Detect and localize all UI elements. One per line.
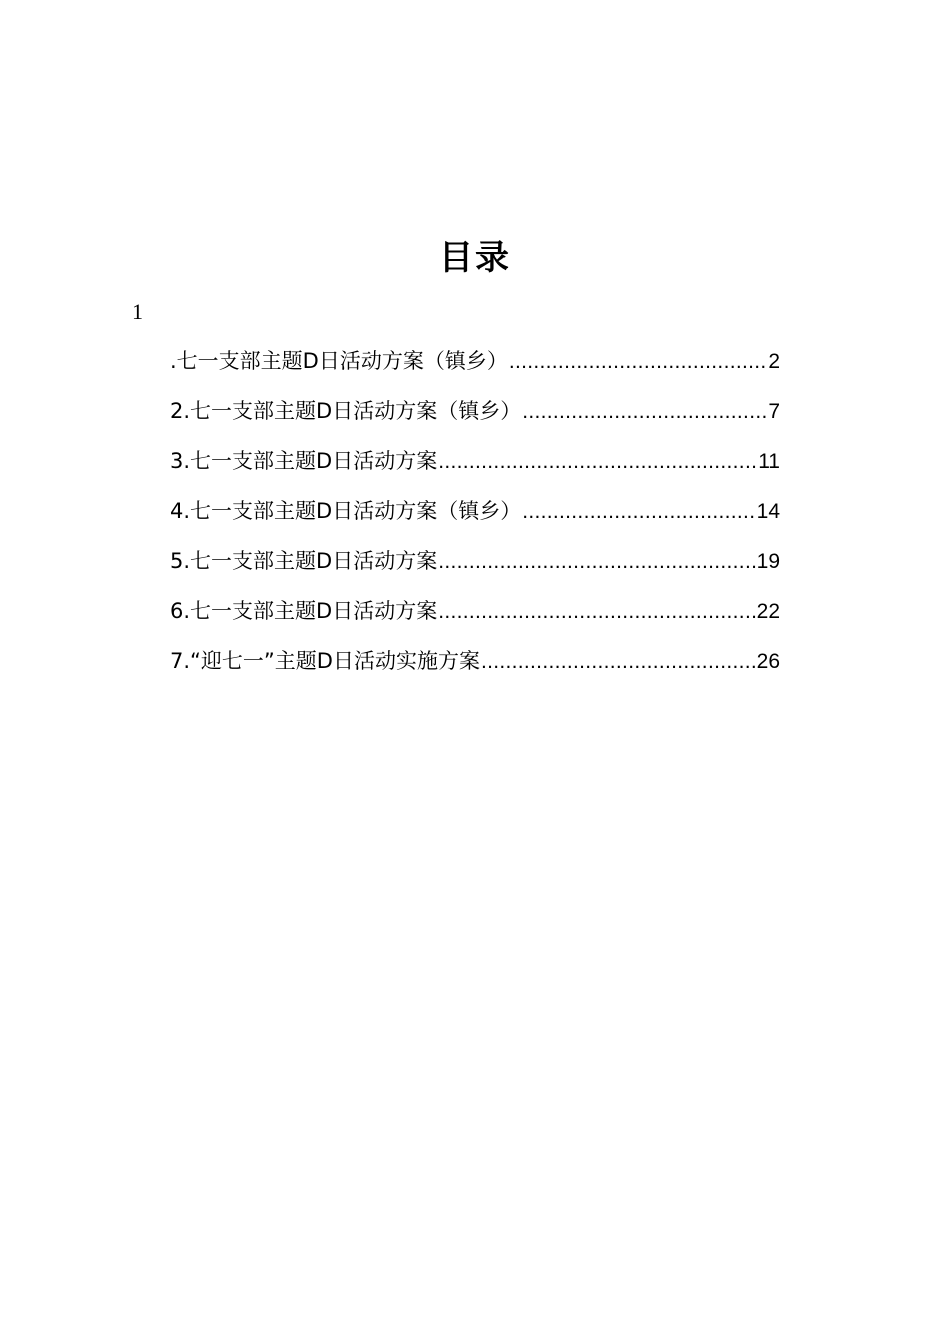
toc-entry-1[interactable] [170,342,780,392]
toc-entry-page: 26 [756,650,780,673]
toc-entry-text: 2.七一支部主题D日活动方案（镇乡） [170,399,522,423]
toc-entry-page: 19 [756,550,780,573]
toc-entry-6[interactable] [170,592,780,642]
toc-list [170,342,780,692]
toc-entry-5[interactable] [170,542,780,592]
toc-dot-leader [438,593,755,631]
toc-entry-page: 14 [756,500,780,523]
toc-dot-leader [438,443,757,481]
toc-entry-page: 11 [758,450,780,473]
toc-entry-2[interactable] [170,392,780,442]
toc-entry-7[interactable] [170,642,780,692]
toc-entry-text: 6.七一支部主题D日活动方案 [170,599,438,623]
toc-entry-4[interactable] [170,492,780,542]
toc-title: 目录 [439,238,511,278]
toc-entry-page: 2 [768,350,780,373]
toc-dot-leader [522,493,755,531]
toc-section-number: 1 [132,299,143,324]
toc-entry-text: 7.“迎七一”主题D日活动实施方案 [170,649,480,673]
toc-entry-3[interactable] [170,442,780,492]
toc-entry-page: 22 [756,600,780,623]
toc-dot-leader [509,343,767,381]
toc-entry-page: 7 [768,400,780,423]
toc-entry-text: .七一支部主题D日活动方案（镇乡） [170,349,508,373]
toc-dot-leader [438,543,755,581]
toc-dot-leader [522,393,767,431]
toc-entry-text: 5.七一支部主题D日活动方案 [170,549,438,573]
toc-dot-leader [481,643,756,681]
toc-entry-text: 4.七一支部主题D日活动方案（镇乡） [170,499,522,523]
toc-entry-text: 3.七一支部主题D日活动方案 [170,449,438,473]
